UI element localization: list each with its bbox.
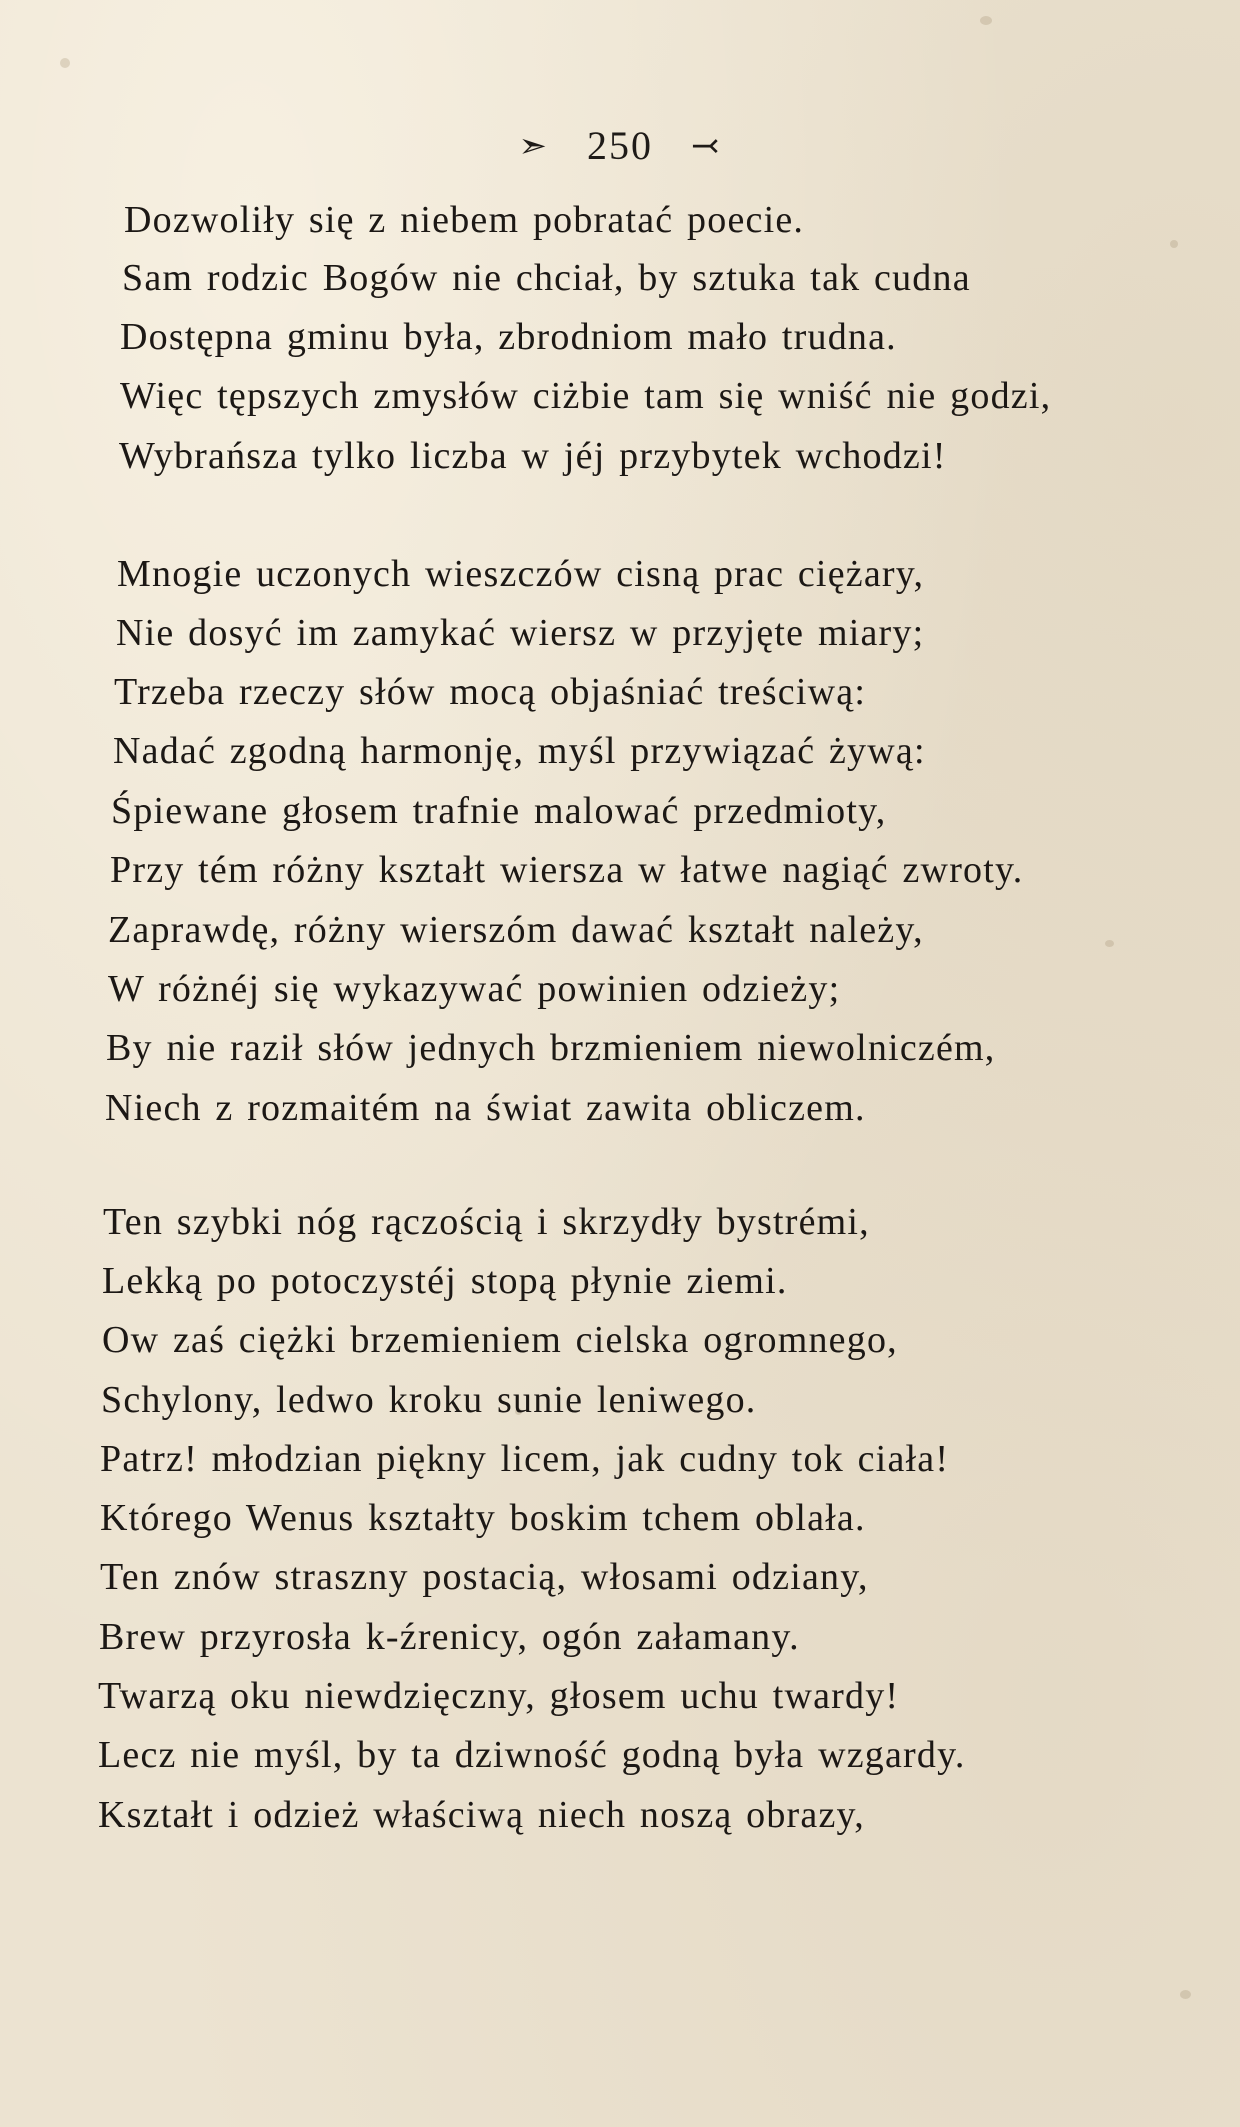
verse-line: Patrz! młodzian piękny licem, jak cudny tok ciała! — [100, 1438, 950, 1480]
verse-line: Ten znów straszny postacią, włosami odziany, — [100, 1556, 869, 1598]
verse-line: Niech z rozmaitém na świat zawita obliczem. — [105, 1087, 866, 1129]
paper-stain — [1180, 1990, 1191, 1999]
page-number: 250 — [587, 123, 653, 169]
verse-line: Twarzą oku niewdzięczny, głosem uchu twardy! — [98, 1675, 900, 1717]
verse-line: Lecz nie myśl, by ta dziwność godną była wzgardy. — [98, 1734, 966, 1776]
verse-line: By nie raził słów jednych brzmieniem niewolniczém, — [106, 1027, 996, 1069]
right-ornament-icon: ⤙ — [691, 127, 722, 165]
verse-line: Lekką po potoczystéj stopą płynie ziemi. — [102, 1260, 788, 1302]
verse-line: Ten szybki nóg rączością i skrzydły bystrémi, — [103, 1201, 870, 1243]
running-head — [0, 118, 1240, 178]
verse-line: Schylony, ledwo kroku sunie leniwego. — [101, 1379, 757, 1421]
verse-line: Przy tém różny kształt wiersza w łatwe nagiąć zwroty. — [110, 849, 1024, 891]
verse-line: Mnogie uczonych wieszczów cisną prac ciężary, — [117, 553, 925, 595]
verse-line: Zaprawdę, różny wierszóm dawać kształt należy, — [108, 909, 924, 951]
verse-line: W różnéj się wykazywać powinien odzieży; — [108, 968, 841, 1010]
paper-stain — [1105, 940, 1114, 947]
paper-stain — [60, 58, 70, 68]
verse-line: Trzeba rzeczy słów mocą objaśniać treściwą: — [114, 671, 867, 713]
verse-line: Nie dosyć im zamykać wiersz w przyjęte miary; — [116, 612, 925, 654]
verse-line: Którego Wenus kształty boskim tchem oblała. — [100, 1497, 866, 1539]
verse-line: Ow zaś ciężki brzemieniem cielska ogromnego, — [102, 1319, 898, 1361]
verse-line: Kształt i odzież właściwą niech noszą obrazy, — [98, 1794, 865, 1836]
paper-stain — [980, 16, 992, 25]
verse-line: Nadać zgodną harmonję, myśl przywiązać żywą: — [113, 730, 926, 772]
left-ornament-icon: ➣ — [518, 127, 549, 165]
verse-line: Brew przyrosła k-źrenicy, ogón załamany. — [99, 1616, 800, 1658]
verse-line: Sam rodzic Bogów nie chciał, by sztuka tak cudna — [122, 257, 971, 299]
verse-line: Więc tępszych zmysłów ciżbie tam się wniść nie godzi, — [120, 375, 1052, 417]
verse-line: Dostępna gminu była, zbrodniom mało trudna. — [120, 316, 897, 358]
verse-line: Dozwoliły się z niebem pobratać poecie. — [124, 199, 805, 241]
verse-line: Śpiewane głosem trafnie malować przedmioty, — [111, 790, 887, 832]
paper-stain — [1170, 240, 1178, 248]
verse-line: Wybrańsza tylko liczba w jéj przybytek wchodzi! — [119, 435, 947, 477]
